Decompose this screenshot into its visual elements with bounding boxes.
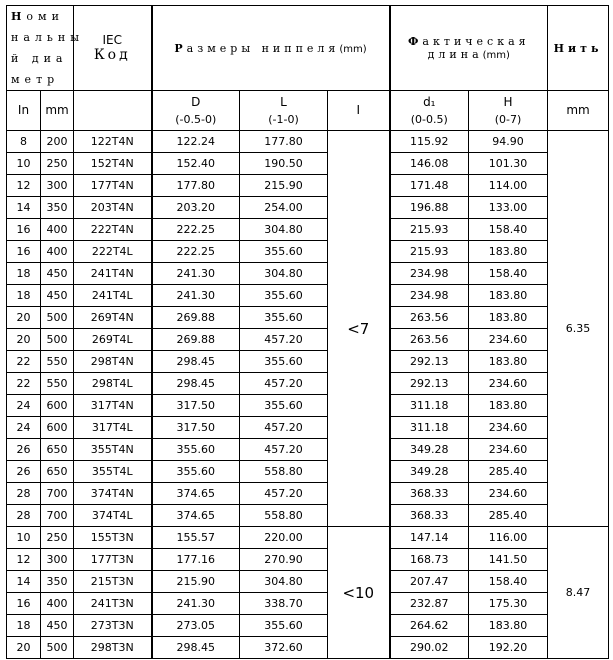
cell-mm: 550 xyxy=(41,373,74,395)
cell-i-tolerance: <10 xyxy=(328,527,390,659)
cell-d: 298.45 xyxy=(152,373,240,395)
cell-iec-code: 298T4N xyxy=(74,351,152,373)
cell-d1: 290.02 xyxy=(390,637,469,659)
cell-d: 273.05 xyxy=(152,615,240,637)
cell-in: 24 xyxy=(7,417,41,439)
cell-l: 355.60 xyxy=(240,307,328,329)
cell-d1: 264.62 xyxy=(390,615,469,637)
cell-mm: 400 xyxy=(41,241,74,263)
cell-h: 234.60 xyxy=(469,417,548,439)
cell-d: 122.24 xyxy=(152,131,240,153)
cell-d: 222.25 xyxy=(152,241,240,263)
cell-d1: 311.18 xyxy=(390,417,469,439)
cell-in: 16 xyxy=(7,241,41,263)
cell-h: 133.00 xyxy=(469,197,548,219)
cell-l: 372.60 xyxy=(240,637,328,659)
cell-thread-pitch: 6.35 xyxy=(548,131,609,527)
cell-iec-code: 222T4N xyxy=(74,219,152,241)
cell-in: 18 xyxy=(7,615,41,637)
cell-in: 16 xyxy=(7,593,41,615)
cell-h: 101.30 xyxy=(469,153,548,175)
cell-d1: 234.98 xyxy=(390,263,469,285)
cell-l: 457.20 xyxy=(240,329,328,351)
table-row xyxy=(7,373,609,395)
cell-l: 254.00 xyxy=(240,197,328,219)
cell-d1: 215.93 xyxy=(390,219,469,241)
cell-h: 183.80 xyxy=(469,285,548,307)
cell-in: 28 xyxy=(7,505,41,527)
cell-mm: 600 xyxy=(41,417,74,439)
table-row xyxy=(7,131,609,153)
cell-in: 22 xyxy=(7,373,41,395)
cell-mm: 700 xyxy=(41,505,74,527)
table-row xyxy=(7,461,609,483)
cell-h: 183.80 xyxy=(469,395,548,417)
cell-iec-code: 269T4N xyxy=(74,307,152,329)
cell-d: 152.40 xyxy=(152,153,240,175)
cell-d1: 263.56 xyxy=(390,307,469,329)
cell-iec-code: 355T4N xyxy=(74,439,152,461)
cell-d1: 349.28 xyxy=(390,439,469,461)
cell-d1: 263.56 xyxy=(390,329,469,351)
cell-h: 183.80 xyxy=(469,307,548,329)
cell-mm: 550 xyxy=(41,351,74,373)
cell-in: 12 xyxy=(7,175,41,197)
cell-d1: 115.92 xyxy=(390,131,469,153)
cell-d: 298.45 xyxy=(152,351,240,373)
nipple-spec-table xyxy=(6,5,609,659)
subheader-d: D (-0.5-0) xyxy=(152,91,240,131)
table-row xyxy=(7,439,609,461)
cell-d: 317.50 xyxy=(152,395,240,417)
cell-l: 355.60 xyxy=(240,285,328,307)
cell-iec-code: 317T4N xyxy=(74,395,152,417)
subheader-d1: d₁ (0-0.5) xyxy=(390,91,469,131)
cell-l: 558.80 xyxy=(240,505,328,527)
cell-d: 241.30 xyxy=(152,593,240,615)
cell-l: 338.70 xyxy=(240,593,328,615)
cell-iec-code: 152T4N xyxy=(74,153,152,175)
cell-in: 10 xyxy=(7,153,41,175)
cell-h: 116.00 xyxy=(469,527,548,549)
cell-d: 203.20 xyxy=(152,197,240,219)
table-row xyxy=(7,175,609,197)
cell-in: 14 xyxy=(7,197,41,219)
table-row xyxy=(7,285,609,307)
cell-h: 158.40 xyxy=(469,571,548,593)
cell-mm: 650 xyxy=(41,461,74,483)
table-row xyxy=(7,351,609,373)
cell-l: 270.90 xyxy=(240,549,328,571)
cell-h: 285.40 xyxy=(469,505,548,527)
cell-l: 457.20 xyxy=(240,439,328,461)
cell-iec-code: 222T4L xyxy=(74,241,152,263)
cell-l: 215.90 xyxy=(240,175,328,197)
table-row xyxy=(7,549,609,571)
cell-h: 183.80 xyxy=(469,615,548,637)
cell-d: 317.50 xyxy=(152,417,240,439)
cell-mm: 450 xyxy=(41,263,74,285)
cell-d: 298.45 xyxy=(152,637,240,659)
cell-l: 355.60 xyxy=(240,241,328,263)
cell-d1: 349.28 xyxy=(390,461,469,483)
cell-mm: 700 xyxy=(41,483,74,505)
subheader-i: I xyxy=(328,91,390,131)
cell-d1: 207.47 xyxy=(390,571,469,593)
subheader-code-blank xyxy=(74,91,152,131)
cell-iec-code: 155T3N xyxy=(74,527,152,549)
cell-l: 355.60 xyxy=(240,615,328,637)
cell-l: 355.60 xyxy=(240,395,328,417)
cell-in: 10 xyxy=(7,527,41,549)
cell-h: 183.80 xyxy=(469,241,548,263)
cell-l: 355.60 xyxy=(240,351,328,373)
cell-d1: 171.48 xyxy=(390,175,469,197)
cell-in: 14 xyxy=(7,571,41,593)
cell-d1: 196.88 xyxy=(390,197,469,219)
subheader-mm: mm xyxy=(41,91,74,131)
cell-d1: 292.13 xyxy=(390,351,469,373)
header-nominal-diameter: Номи нальны й диа метр xyxy=(7,6,74,91)
cell-d: 269.88 xyxy=(152,307,240,329)
cell-l: 190.50 xyxy=(240,153,328,175)
cell-mm: 650 xyxy=(41,439,74,461)
cell-mm: 350 xyxy=(41,197,74,219)
table-row xyxy=(7,241,609,263)
cell-iec-code: 241T4N xyxy=(74,263,152,285)
cell-h: 234.60 xyxy=(469,483,548,505)
cell-h: 141.50 xyxy=(469,549,548,571)
cell-iec-code: 298T3N xyxy=(74,637,152,659)
table-row xyxy=(7,219,609,241)
header-thread: Нить xyxy=(548,6,609,91)
cell-h: 158.40 xyxy=(469,263,548,285)
cell-d1: 292.13 xyxy=(390,373,469,395)
cell-h: 234.60 xyxy=(469,373,548,395)
table-body xyxy=(7,131,609,659)
cell-d1: 311.18 xyxy=(390,395,469,417)
cell-h: 234.60 xyxy=(469,329,548,351)
cell-iec-code: 215T3N xyxy=(74,571,152,593)
cell-d: 222.25 xyxy=(152,219,240,241)
cell-h: 158.40 xyxy=(469,219,548,241)
header-actual-length: Фактическая длина(mm) xyxy=(390,6,548,91)
cell-d: 241.30 xyxy=(152,263,240,285)
cell-in: 18 xyxy=(7,263,41,285)
cell-mm: 600 xyxy=(41,395,74,417)
cell-l: 304.80 xyxy=(240,571,328,593)
subheader-thread-mm: mm xyxy=(548,91,609,131)
cell-iec-code: 317T4L xyxy=(74,417,152,439)
cell-iec-code: 273T3N xyxy=(74,615,152,637)
table-row xyxy=(7,197,609,219)
table-row xyxy=(7,593,609,615)
cell-l: 177.80 xyxy=(240,131,328,153)
table-row xyxy=(7,417,609,439)
cell-mm: 500 xyxy=(41,307,74,329)
cell-d1: 146.08 xyxy=(390,153,469,175)
header-nipple-sizes: Размеры ниппеля(mm) xyxy=(152,6,390,91)
cell-h: 175.30 xyxy=(469,593,548,615)
subheader-h: H (0-7) xyxy=(469,91,548,131)
cell-l: 304.80 xyxy=(240,219,328,241)
cell-h: 94.90 xyxy=(469,131,548,153)
cell-iec-code: 177T3N xyxy=(74,549,152,571)
cell-iec-code: 374T4N xyxy=(74,483,152,505)
table-row xyxy=(7,263,609,285)
table-row xyxy=(7,527,609,549)
cell-h: 285.40 xyxy=(469,461,548,483)
cell-d1: 232.87 xyxy=(390,593,469,615)
cell-h: 114.00 xyxy=(469,175,548,197)
table-row xyxy=(7,615,609,637)
cell-i-tolerance: <7 xyxy=(328,131,390,527)
cell-thread-pitch: 8.47 xyxy=(548,527,609,659)
cell-mm: 250 xyxy=(41,153,74,175)
cell-l: 457.20 xyxy=(240,417,328,439)
cell-d: 177.80 xyxy=(152,175,240,197)
subheader-l: L (-1-0) xyxy=(240,91,328,131)
cell-mm: 300 xyxy=(41,175,74,197)
cell-in: 20 xyxy=(7,637,41,659)
cell-d1: 147.14 xyxy=(390,527,469,549)
cell-iec-code: 298T4L xyxy=(74,373,152,395)
table-row xyxy=(7,571,609,593)
cell-in: 16 xyxy=(7,219,41,241)
cell-in: 28 xyxy=(7,483,41,505)
cell-d1: 168.73 xyxy=(390,549,469,571)
cell-l: 220.00 xyxy=(240,527,328,549)
cell-d: 374.65 xyxy=(152,483,240,505)
cell-l: 457.20 xyxy=(240,483,328,505)
cell-d: 374.65 xyxy=(152,505,240,527)
cell-in: 12 xyxy=(7,549,41,571)
cell-h: 234.60 xyxy=(469,439,548,461)
table-row xyxy=(7,395,609,417)
cell-iec-code: 374T4L xyxy=(74,505,152,527)
cell-iec-code: 203T4N xyxy=(74,197,152,219)
cell-iec-code: 122T4N xyxy=(74,131,152,153)
cell-in: 18 xyxy=(7,285,41,307)
cell-mm: 450 xyxy=(41,615,74,637)
cell-iec-code: 269T4L xyxy=(74,329,152,351)
cell-l: 304.80 xyxy=(240,263,328,285)
cell-d1: 368.33 xyxy=(390,483,469,505)
cell-d: 241.30 xyxy=(152,285,240,307)
cell-in: 26 xyxy=(7,439,41,461)
cell-in: 22 xyxy=(7,351,41,373)
cell-mm: 400 xyxy=(41,219,74,241)
table-row xyxy=(7,505,609,527)
cell-l: 558.80 xyxy=(240,461,328,483)
cell-mm: 200 xyxy=(41,131,74,153)
cell-mm: 450 xyxy=(41,285,74,307)
cell-d1: 368.33 xyxy=(390,505,469,527)
cell-iec-code: 241T3N xyxy=(74,593,152,615)
cell-h: 192.20 xyxy=(469,637,548,659)
cell-in: 26 xyxy=(7,461,41,483)
cell-mm: 300 xyxy=(41,549,74,571)
cell-d1: 234.98 xyxy=(390,285,469,307)
cell-d1: 215.93 xyxy=(390,241,469,263)
table-row xyxy=(7,637,609,659)
cell-d: 269.88 xyxy=(152,329,240,351)
cell-mm: 500 xyxy=(41,637,74,659)
cell-d: 355.60 xyxy=(152,461,240,483)
table-row xyxy=(7,483,609,505)
header-iec-code: IEC Код xyxy=(74,6,152,91)
table-row xyxy=(7,153,609,175)
cell-in: 20 xyxy=(7,307,41,329)
cell-h: 183.80 xyxy=(469,351,548,373)
cell-d: 215.90 xyxy=(152,571,240,593)
cell-iec-code: 177T4N xyxy=(74,175,152,197)
subheader-in: In xyxy=(7,91,41,131)
cell-d: 155.57 xyxy=(152,527,240,549)
table-row xyxy=(7,307,609,329)
cell-iec-code: 355T4L xyxy=(74,461,152,483)
cell-in: 8 xyxy=(7,131,41,153)
cell-l: 457.20 xyxy=(240,373,328,395)
cell-in: 20 xyxy=(7,329,41,351)
cell-iec-code: 241T4L xyxy=(74,285,152,307)
table-row xyxy=(7,329,609,351)
cell-mm: 250 xyxy=(41,527,74,549)
cell-mm: 350 xyxy=(41,571,74,593)
cell-d: 177.16 xyxy=(152,549,240,571)
cell-in: 24 xyxy=(7,395,41,417)
cell-mm: 500 xyxy=(41,329,74,351)
cell-d: 355.60 xyxy=(152,439,240,461)
cell-mm: 400 xyxy=(41,593,74,615)
